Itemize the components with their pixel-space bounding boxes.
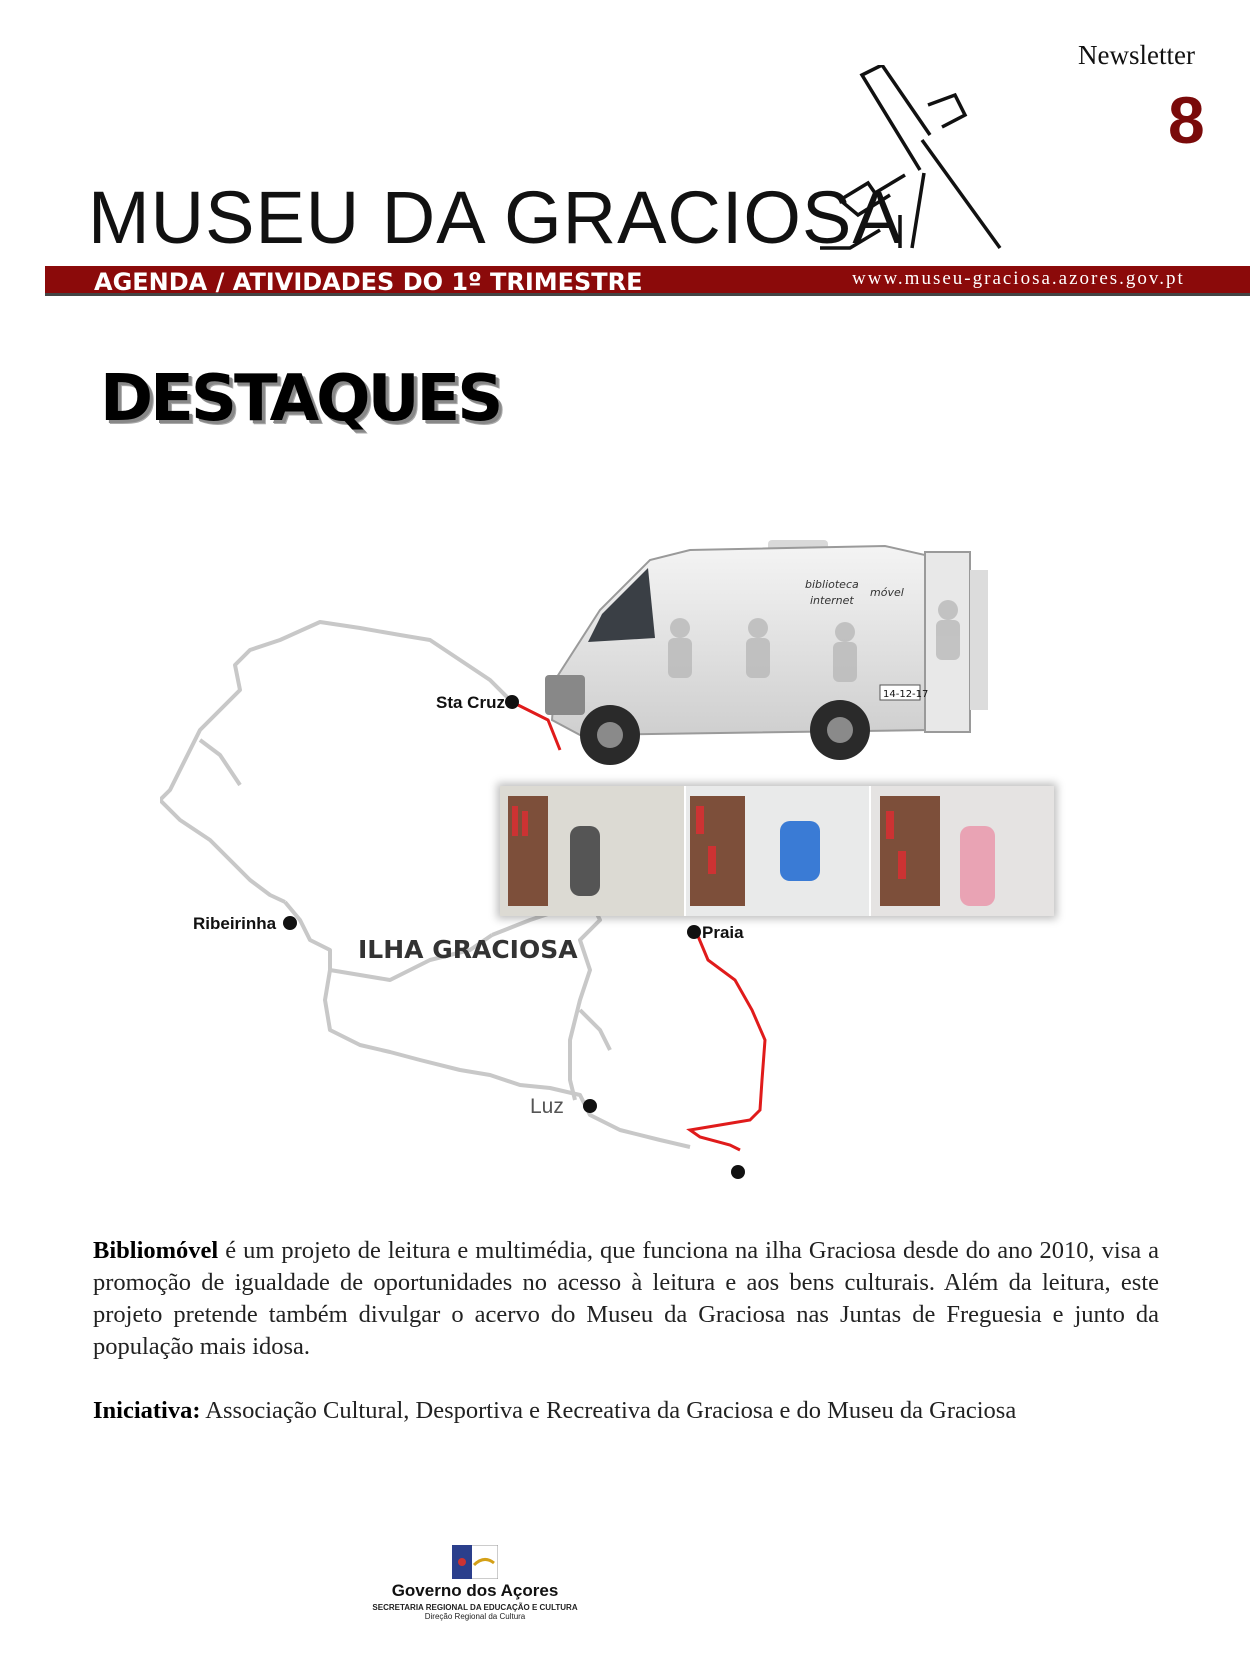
bibliomovel-name: Bibliomóvel: [93, 1237, 219, 1264]
place-sta-cruz: Sta Cruz: [436, 693, 505, 712]
government-logo: [365, 1545, 585, 1621]
museum-title: MUSEU DA GRACIOSA: [88, 176, 903, 259]
website-link[interactable]: www.museu-graciosa.azores.gov.pt: [852, 268, 1185, 289]
initiative-label: Iniciativa:: [93, 1397, 201, 1424]
island-label: ILHA GRACIOSA: [358, 935, 578, 964]
gov-name: Governo dos Açores: [391, 1581, 559, 1600]
van-text-internet: internet: [810, 594, 854, 607]
section-title: DESTAQUES: [100, 362, 501, 436]
issue-number: 8: [1168, 83, 1205, 157]
place-praia: Praia: [702, 923, 744, 942]
initiative-text: Associação Cultural, Desportiva e Recreativa da Graciosa e do Museu da Graciosa: [200, 1397, 1017, 1424]
agenda-label: AGENDA / ATIVIDADES DO 1º TRIMESTRE: [94, 268, 643, 296]
gov-directorate: Direção Regional da Cultura: [424, 1612, 526, 1621]
library-photos-strip: [500, 786, 1054, 916]
description-paragraph: [93, 1235, 1159, 1363]
van-plate: 14-12-17: [883, 689, 929, 700]
newsletter-label: Newsletter: [1078, 40, 1195, 70]
initiative-paragraph: [93, 1395, 1159, 1427]
description-text: é um projeto de leitura e multimédia, que funciona na ilha Graciosa desde do ano 2010, visa a promoção de igualdade de oportunidades no acesso à leitura e aos bens culturais. Além da leitura, este projeto pretende também divulgar o acervo do Museu da Graciosa nas Juntas de Freguesia e junto da população mais idosa.: [93, 1237, 1159, 1360]
place-luz: Luz: [530, 1095, 564, 1118]
azores-flag-icon: [452, 1545, 498, 1579]
gov-department: SECRETARIA REGIONAL DA EDUCAÇÃO E CULTURA: [372, 1603, 578, 1612]
van-text-biblioteca: biblioteca: [805, 578, 859, 591]
van-text-movel: móvel: [870, 586, 904, 599]
bibliomovel-van-image: [540, 540, 1020, 790]
place-ribeirinha: Ribeirinha: [193, 914, 277, 933]
